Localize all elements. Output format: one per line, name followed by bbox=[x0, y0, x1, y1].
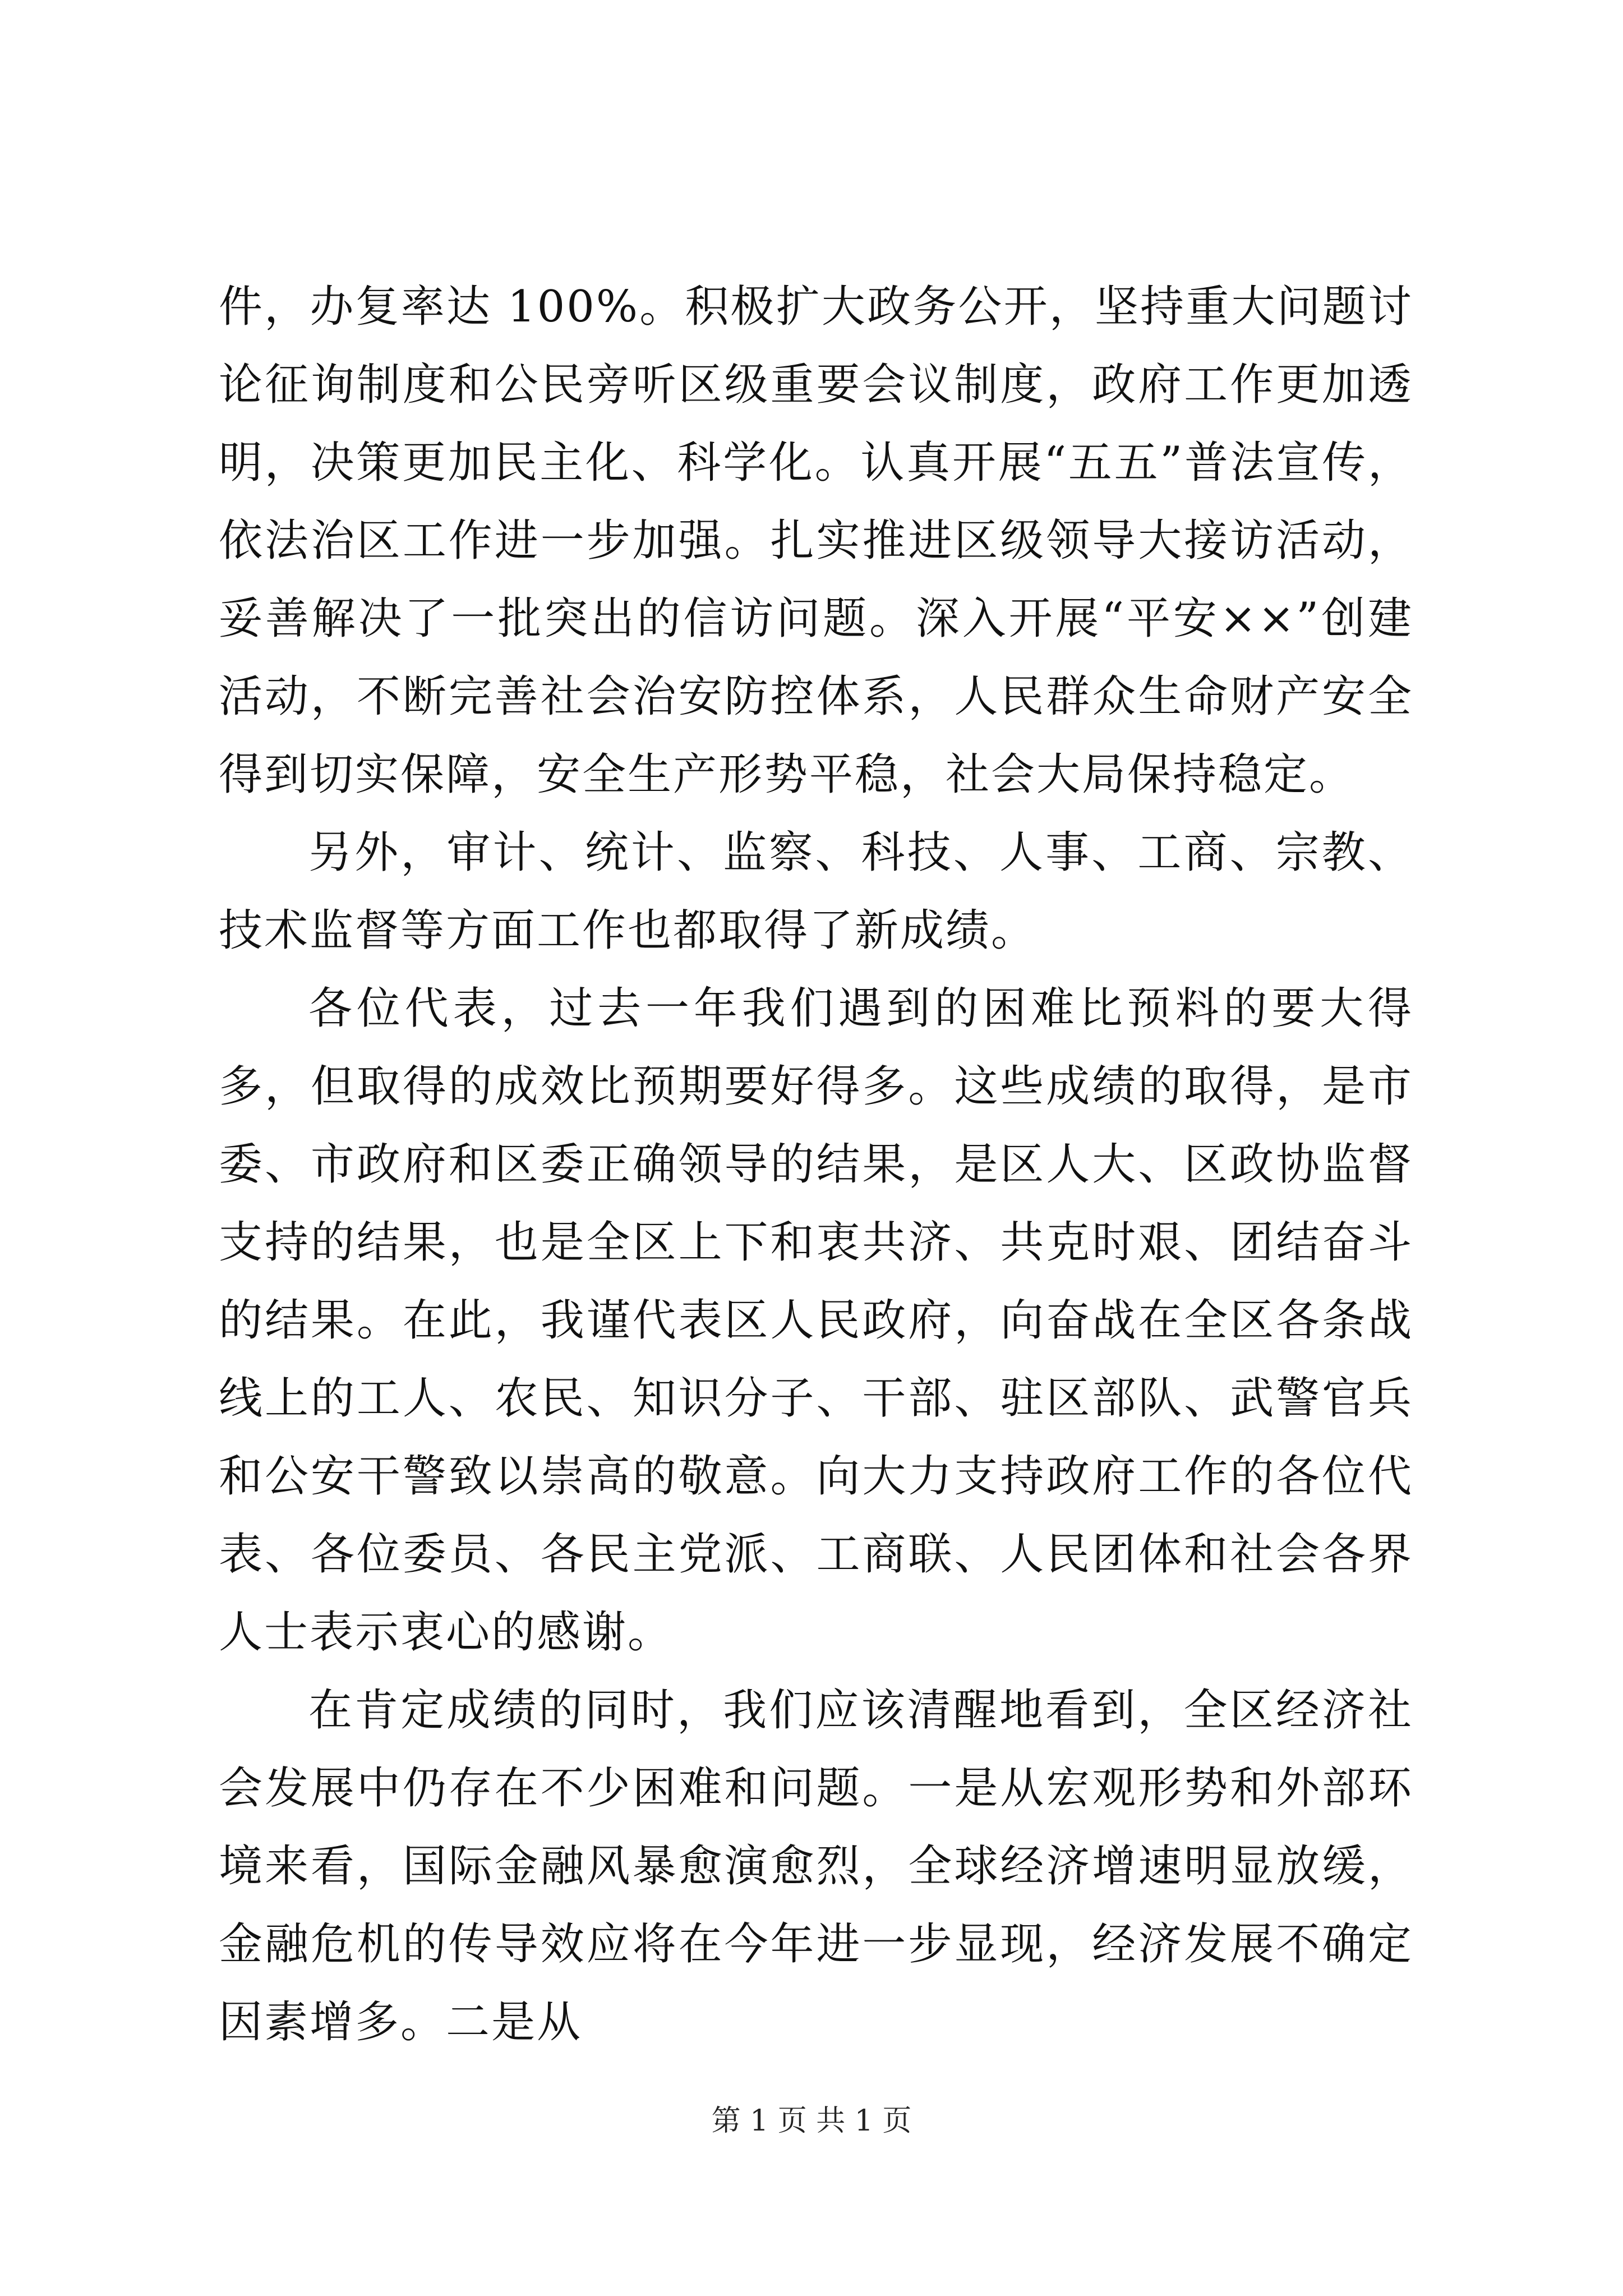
paragraph-achievements-thanks: 各位代表，过去一年我们遇到的困难比预料的要大得多，但取得的成效比预期要好得多。这些成绩的取得，是市委、市政府和区委正确领导的结果，是区人大、区政协监督支持的结果，也是全区上下和衷共济、共克时艰、团结奋斗的结果。在此，我谨代表区人民政府，向奋战在全区各条战线上的工人、农民、知识分子、干部、驻区部队、武警官兵和公安干警致以崇高的敬意。向大力支持政府工作的各位代表、各位委员、各民主党派、工商联、人民团体和社会各界人士表示衷心的感谢。 bbox=[219, 983, 1413, 1658]
paragraph-problems: 在肯定成绩的同时，我们应该清醒地看到，全区经济社会发展中仍存在不少困难和问题。一是从宏观形势和外部环境来看，国际金融风暴愈演愈烈，全球经济增速明显放缓，金融危机的传导效应将在今年进一步显现，经济发展不确定因素增多。二是从 bbox=[219, 1685, 1413, 2047]
paragraph-continuation: 件，办复率达 100%。积极扩大政务公开，坚持重大问题讨论征询制度和公民旁听区级重要会议制度，政府工作更加透明，决策更加民主化、科学化。认真开展“五五”普法宣传，依法治区工作进一步加强。扎实推进区级领导大接访活动，妥善解决了一批突出的信访问题。深入开展“平安××”创建活动，不断完善社会治安防控体系，人民群众生命财产安全得到切实保障，安全生产形势平稳，社会大局保持稳定。 bbox=[219, 282, 1413, 800]
document-body bbox=[219, 268, 1413, 2062]
paragraph-other-work: 另外，审计、统计、监察、科技、人事、工商、宗教、技术监督等方面工作也都取得了新成绩。 bbox=[219, 827, 1413, 956]
page-footer: 第 1 页 共 1 页 bbox=[711, 2104, 912, 2138]
